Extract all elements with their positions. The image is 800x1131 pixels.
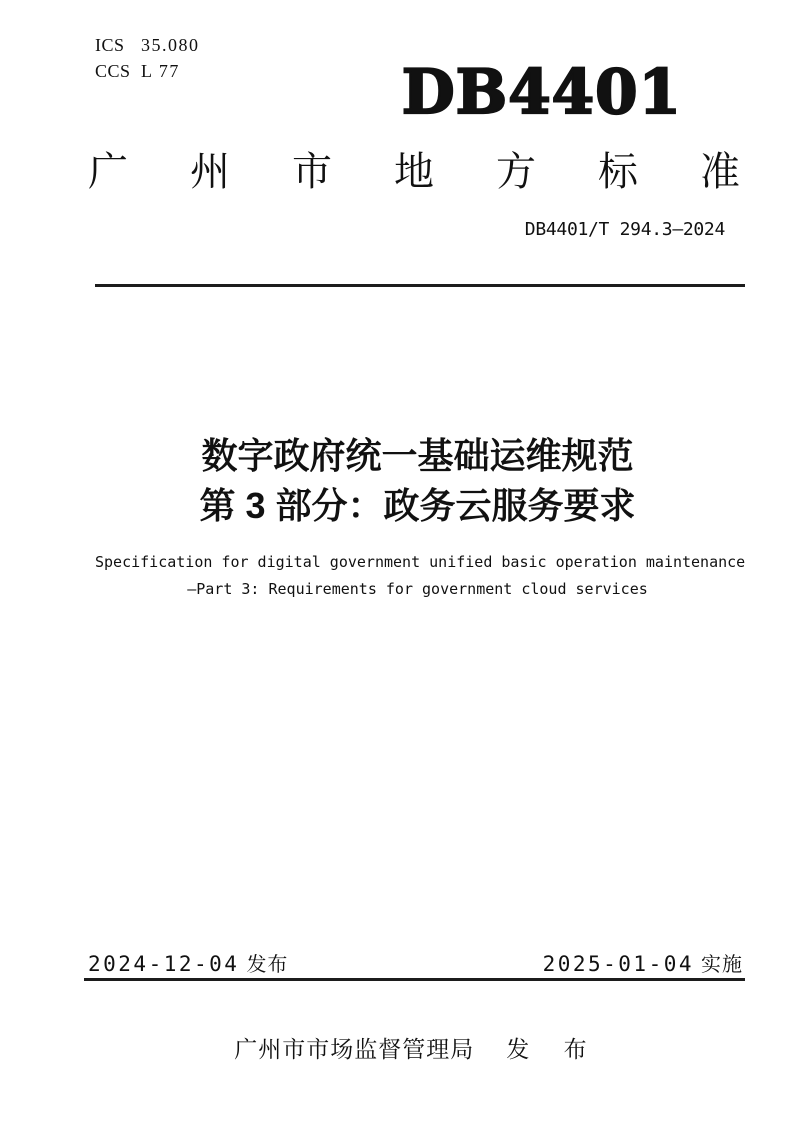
issue-label: 发布 (246, 954, 289, 976)
ics-value: 35.080 (141, 35, 200, 55)
footer-rule (84, 978, 745, 981)
standard-type-char: 地 (394, 150, 434, 194)
issue-date-group (88, 948, 288, 977)
standard-type-char: 方 (496, 150, 536, 194)
implementation-date: 2025-01-04 (542, 952, 694, 976)
standard-type-char: 标 (598, 150, 638, 194)
document-title-english (95, 549, 746, 603)
classification-codes (95, 32, 200, 84)
ccs-value: L 77 (141, 61, 180, 81)
implementation-label: 实施 (701, 954, 743, 976)
ccs-label: CCS (95, 61, 131, 81)
issue-date: 2024-12-04 (88, 952, 240, 976)
ccs-code-line (95, 58, 200, 84)
publisher-name: 广州市市场监督管理局 (234, 1036, 475, 1062)
ics-code-line (95, 32, 200, 58)
publisher-row (95, 1031, 740, 1064)
doc-title-en-line1: Specification for digital government unified basic operation maintenance (95, 553, 746, 571)
doc-title-cn-line1: 数字政府统一基础运维规范 (201, 435, 634, 476)
publish-action-label: 发 布 (506, 1036, 601, 1062)
db-standard-logo: DB4401 (401, 57, 682, 128)
dates-row (88, 948, 743, 977)
header-rule (95, 284, 745, 287)
standard-type-char: 州 (190, 150, 230, 194)
document-title (95, 431, 740, 531)
standard-type-char: 准 (700, 150, 740, 194)
standard-type-char: 广 (88, 150, 128, 194)
doc-title-cn-line2: 第 3 部分：政务云服务要求 (199, 485, 636, 526)
standard-type-title (88, 149, 740, 195)
doc-title-en-line2: —Part 3: Requirements for government cloud services (187, 580, 648, 598)
implementation-date-group (543, 948, 743, 977)
standard-type-char: 市 (292, 150, 332, 194)
ics-label: ICS (95, 35, 125, 55)
standard-number: DB4401/T 294.3—2024 (524, 219, 725, 240)
